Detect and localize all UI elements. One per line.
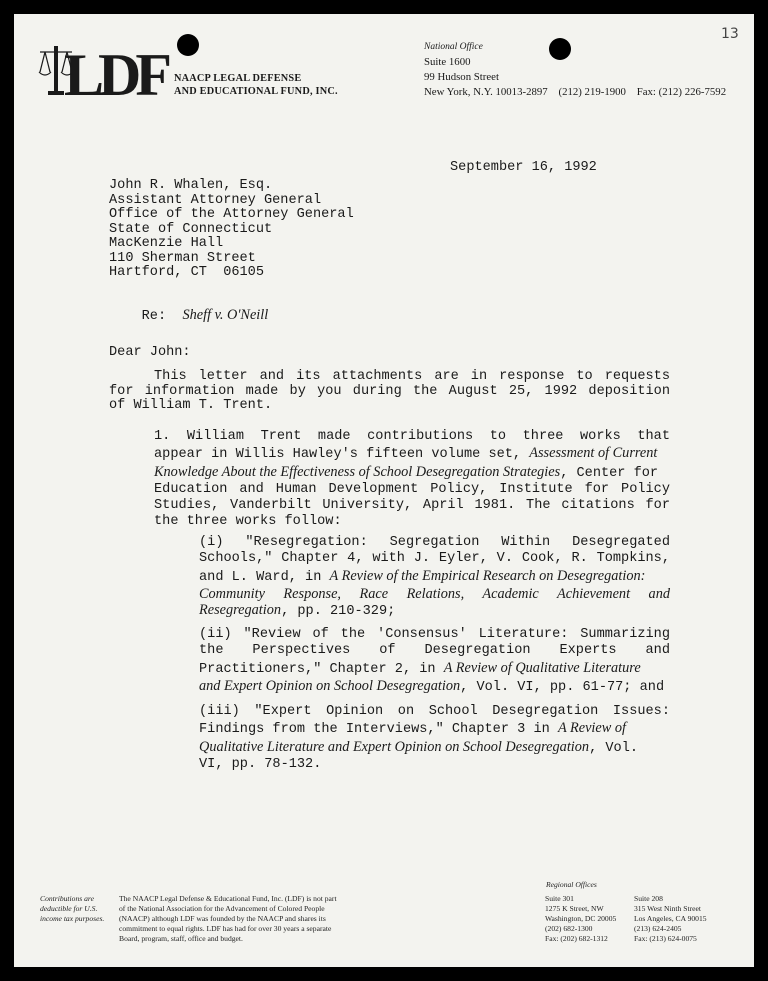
national-office-address: Suite 1600 99 Hudson Street New York, N.Y. 10013-2897 (212) 219-1900 Fax: (212) 226-7592 bbox=[424, 56, 727, 98]
ldf-disclaimer: The NAACP Legal Defense & Educational Fund, Inc. (LDF) is not part of the National Association for the Advancement of Colored People (NAACP) although LDF was founded by the NAACP and shares its commitment to equal rights. LDF has had for over 30 years a separate Board, program, staff, office and budget. bbox=[119, 894, 337, 943]
citation-i: (i) "Resegregation: Segregation Within Desegregated Schools," Chapter 4, with J. Eyler, V. Cook, R. Tompkins, and L. Ward, in A Review of the Empirical Research on Desegregation: Community Response, Race Relations, Academic Achievement and Resegregation, pp. 210-329; bbox=[199, 535, 670, 620]
page-number: 13 bbox=[721, 26, 739, 42]
citation-iii: (iii) "Expert Opinion on School Desegregation Issues: Findings from the Interviews," Chapter 3 in A Review of Qualitative Literature and Expert Opinion on School Desegregation, Vol. VI, pp. 78-132. bbox=[199, 704, 670, 772]
letter-date: September 16, 1992 bbox=[450, 160, 597, 175]
recipient-address: John R. Whalen, Esq. Assistant Attorney General Office of the Attorney General State of Connecticut MacKenzie Hall 110 Sherman Street Hartford, CT 06105 bbox=[109, 178, 354, 280]
item-1-paragraph: 1. William Trent made contributions to three works that appear in Willis Hawley's fifteen volume set, Assessment of Current Knowledge About the Effectiveness of School Desegregation Strategies, Center for Education and Human Development Policy, Institute for Policy Studies, Vanderbilt University, April 1981. The citations for the three works follow: bbox=[154, 429, 670, 530]
intro-paragraph: This letter and its attachments are in response to requests for information made by you during the August 25, 1992 deposition of William T. Trent. bbox=[109, 369, 670, 413]
letter-page bbox=[14, 14, 754, 967]
scales-of-justice-icon bbox=[38, 42, 170, 98]
national-office-label: National Office bbox=[424, 42, 483, 52]
la-office-address: Suite 208 315 West Ninth Street Los Angeles, CA 90015 (213) 624-2405 Fax: (213) 624-0075 bbox=[634, 894, 707, 943]
punch-hole-left bbox=[177, 34, 199, 56]
svg-text:LDF: LDF bbox=[64, 42, 166, 98]
dc-office-address: Suite 301 1275 K Street, NW Washington, DC 20005 (202) 682-1300 Fax: (202) 682-1312 bbox=[545, 894, 617, 943]
ldf-logo bbox=[38, 42, 170, 98]
regional-offices-label: Regional Offices bbox=[546, 880, 597, 889]
tax-deductible-note: Contributions are deductible for U.S. income tax purposes. bbox=[40, 894, 105, 923]
citation-ii: (ii) "Review of the 'Consensus' Literature: Summarizing the Perspectives of Desegregation Experts and Practitioners," Chapter 2, in A Review of Qualitative Literature and Expert Opinion on School Desegregation, Vol. VI, pp. 61-77; and bbox=[199, 627, 670, 695]
organization-name: NAACP LEGAL DEFENSE AND EDUCATIONAL FUND, INC. bbox=[174, 73, 338, 97]
salutation: Dear John: bbox=[109, 345, 191, 360]
re-line: Re: Sheff v. O'Neill bbox=[141, 307, 269, 324]
